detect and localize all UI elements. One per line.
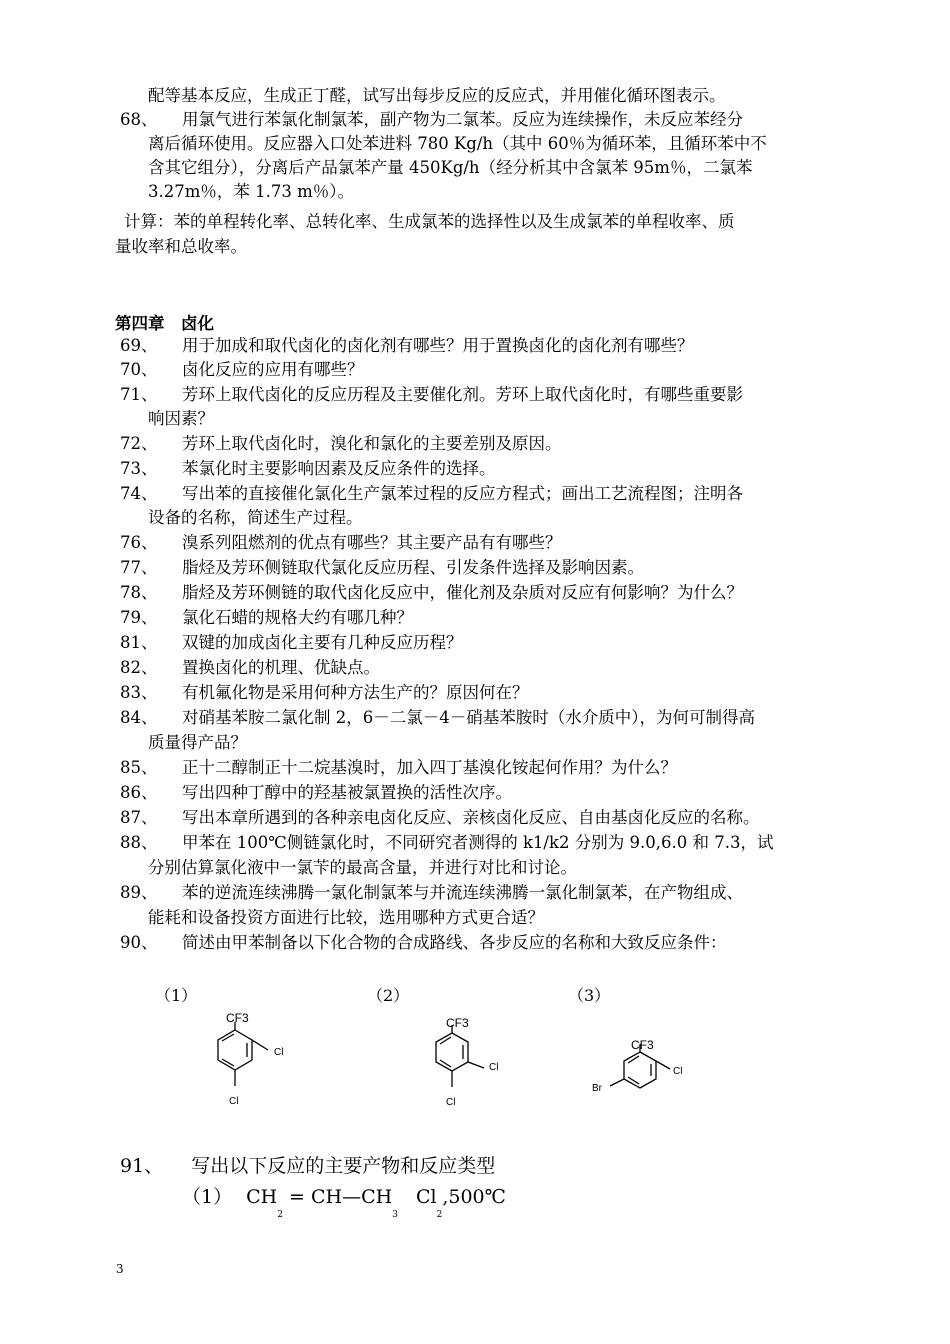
question-number: 70、 [120,360,158,379]
question-number: 86、 [120,783,158,802]
question-number: 74、 [120,484,158,503]
reagent-cl: Cl [415,1186,437,1208]
structure-3-drawing [588,1036,698,1106]
q68-calc-2: 量收率和总收率。 [115,237,247,256]
question-text: 用氯气进行苯氯化制氯苯，副产物为二氯苯。反应为连续操作，未反应苯经分 [182,110,743,129]
question-number: 76、 [120,533,158,552]
subscript-3: 3 [392,1210,398,1220]
structure-2-drawing [406,1015,526,1120]
question-number: 79、 [120,608,158,627]
structure-1-drawing [190,1010,310,1115]
chloro-label-2: Cl [446,1097,456,1108]
chloro-label: Cl [274,1047,284,1058]
question-number: 82、 [120,658,158,677]
q68-line-2: 离后循环使用。反应器入口处苯进料 780 Kg/h（其中 60％为循环苯，且循环苯中不 [148,134,767,153]
structure-label-3: （3） [568,986,611,1005]
question-text: 写出苯的直接催化氯化生产氯苯过程的反应方程式；画出工艺流程图；注明各 [182,484,743,503]
structure-label-2: （2） [367,986,410,1005]
question-91 [120,1153,495,1179]
question-74-cont: 设备的名称，简述生产过程。 [148,508,363,527]
question-text: 简述由甲苯制备以下化合物的合成路线、各步反应的名称和大致反应条件： [182,933,727,952]
q68-line-4: 3.27m％，苯 1.73 m％）。 [148,182,355,201]
question-text: 甲苯在 100℃侧链氯化时，不同研究者测得的 k1/k2 分别为 9.0,6.0 和 7.3，试 [182,833,774,852]
question-text: 置换卤化的机理、优缺点。 [182,658,380,677]
question-number: 88、 [120,833,158,852]
question-number: 87、 [120,808,158,827]
chloro-label: Cl [489,1062,499,1073]
question-text: 苯氯化时主要影响因素及反应条件的选择。 [182,459,496,478]
reaction-label: （1） [182,1186,233,1208]
subscript-2b: 2 [436,1210,443,1220]
question-number: 91、 [120,1155,164,1177]
question-number: 72、 [120,434,158,453]
question-text: 芳环上取代卤化的反应历程及主要催化剂。芳环上取代卤化时，有哪些重要影 [182,385,743,404]
question-text: 苯的逆流连续沸腾一氯化制氯苯与并流连续沸腾一氯化制氯苯，在产物组成、 [182,883,743,902]
bromo-label: Br [592,1083,602,1094]
question-number: 68、 [120,110,158,129]
reaction-condition: ,500℃ [442,1186,506,1208]
cf3-label: CF3 [446,1016,469,1030]
question-text: 有机氟化物是采用何种方法生产的？原因何在？ [182,683,529,702]
question-number: 89、 [120,883,158,902]
page-number: 3 [116,1262,124,1276]
structure-label-1: （1） [155,986,198,1005]
question-text: 溴系列阻燃剂的优点有哪些？其主要产品有有哪些？ [182,533,562,552]
chloro-label-2: Cl [229,1096,239,1107]
question-text: 用于加成和取代卤化的卤化剂有哪些？用于置换卤化的卤化剂有哪些？ [182,336,694,355]
subscript-2: 2 [277,1210,283,1220]
question-89-cont: 能耗和设备投资方面进行比较，选用哪种方式更合适？ [148,908,544,927]
question-text: 写出本章所遇到的各种亲电卤化反应、亲核卤化反应、自由基卤化反应的名称。 [182,808,760,827]
cf3-label: CF3 [226,1011,249,1025]
question-number: 83、 [120,683,158,702]
chloro-label: Cl [673,1066,683,1077]
question-number: 77、 [120,558,158,577]
question-text: 脂烃及芳环侧链取代氯化反应历程、引发条件选择及影响因素。 [182,558,644,577]
question-text: 芳环上取代卤化时，溴化和氯化的主要差别及原因。 [182,434,562,453]
question-text: 双键的加成卤化主要有几种反应历程？ [182,633,463,652]
question-number: 78、 [120,583,158,602]
reactant-ch: CH [246,1186,278,1208]
question-number: 71、 [120,385,158,404]
question-text: 写出以下反应的主要产物和反应类型 [191,1155,496,1177]
question-number: 85、 [120,758,158,777]
question-text: 氯化石蜡的规格大约有哪几种？ [182,608,413,627]
question-text: 对硝基苯胺二氯化制 2，6－二氯－4－硝基苯胺时（水介质中），为何可制得高 [182,708,755,727]
question-number: 81、 [120,633,158,652]
chapter-title: 第四章 卤化 [115,314,214,333]
q68-line-3: 含其它组分），分离后产品氯苯产量 450Kg/h（经分析其中含氯苯 95m％，二氯苯 [148,158,753,177]
question-text: 脂烃及芳环侧链的取代卤化反应中，催化剂及杂质对反应有何影响？为什么？ [182,583,743,602]
question-text: 卤化反应的应用有哪些？ [182,360,364,379]
question-number: 90、 [120,933,158,952]
q68-calc-1: 计算：苯的单程转化率、总转化率、生成氯苯的选择性以及生成氯苯的单程收率、质 [124,212,735,231]
q67-tail: 配等基本反应，生成正丁醛，试写出每步反应的反应式，并用催化循环图表示。 [148,86,726,105]
reactant-rest: = CH—CH [282,1186,393,1208]
question-number: 69、 [120,336,158,355]
question-84-cont: 质量得产品？ [148,733,247,752]
cf3-label: CF3 [631,1038,654,1052]
question-text: 写出四种丁醇中的羟基被氯置换的活性次序。 [182,783,512,802]
reaction-1 [182,1184,506,1228]
question-number: 73、 [120,459,158,478]
question-text: 正十二醇制正十二烷基溴时，加入四丁基溴化铵起何作用？为什么？ [182,758,677,777]
question-number: 84、 [120,708,158,727]
question-88-cont: 分别估算氯化液中一氯苄的最高含量，并进行对比和讨论。 [148,858,577,877]
question-71-cont: 响因素？ [148,409,214,428]
